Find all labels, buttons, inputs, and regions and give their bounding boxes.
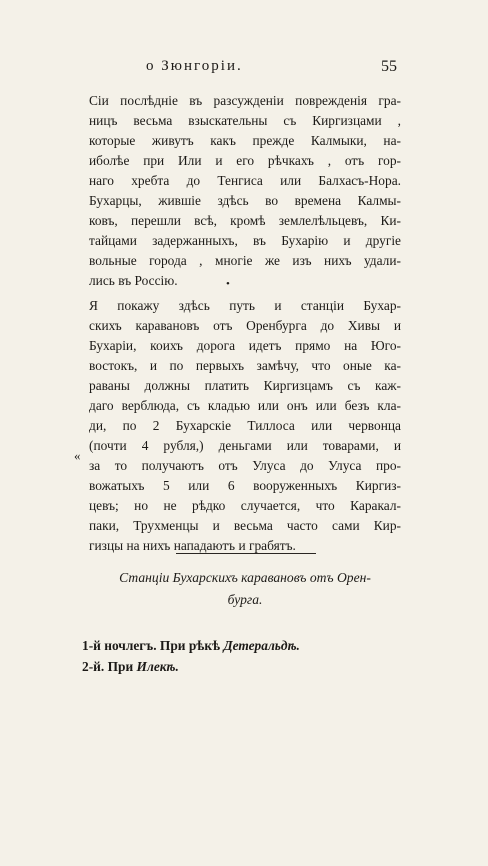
text-line: паки, Трухменцы и весьма часто сами Кир- (89, 518, 401, 533)
text-line: даго верблюда, съ кладью или онъ или безъ кла- (89, 398, 401, 413)
text-line: которые живутъ какъ прежде Калмыки, на- (89, 133, 401, 148)
station-preposition: При (159, 638, 186, 653)
page-number: 55 (381, 58, 397, 75)
station-number: 1-й (82, 638, 101, 653)
station-place-name: Илекѣ. (136, 659, 179, 674)
text-line: (почти 4 рубля,) деньгами или товарами, и (89, 438, 401, 453)
text-line: скихъ каравановъ отъ Оренбурга до Хивы и (89, 318, 401, 333)
text-line: вольные города , многіе же изъ нихъ удали- (89, 253, 401, 268)
station-entry (82, 636, 402, 656)
text-line: ди, по 2 Бухарскіе Тиллоса или червонца (89, 418, 401, 433)
text-line: гизцы на нихъ нападаютъ и грабятъ. (89, 538, 296, 553)
section-heading-line: бурга. (227, 592, 263, 607)
station-number: 2-й. (82, 659, 105, 674)
text-line: лись въ Россію. (89, 273, 178, 288)
text-line: за то получаютъ отъ Улуса до Улуса про- (89, 458, 401, 473)
text-line: Бухаріи, коихъ дорога идетъ прямо на Юго- (89, 338, 401, 353)
text-line: раваны должны платить Киргизцамъ съ каж- (89, 378, 401, 393)
running-head (0, 58, 488, 80)
text-line: ковъ, перешли всѣ, кромѣ землелѣльцевъ, Ки- (89, 213, 401, 228)
section-divider (176, 553, 316, 554)
station-river: рѣкѣ (188, 638, 221, 653)
text-line: цевъ; но не рѣдко случается, что Каракал- (89, 498, 401, 513)
station-label: ночлегъ. (104, 638, 157, 653)
station-preposition: При (107, 659, 134, 674)
station-entry (82, 657, 402, 677)
running-title: о Зюнгоріи. (146, 58, 243, 74)
stray-dot-mark: • (226, 278, 230, 290)
text-line: Бухарцы, жившіе здѣсь во времена Калмы- (89, 193, 401, 208)
text-line: тайцами задержанныхъ, въ Бухарію и другіе (89, 233, 401, 248)
text-line: востокъ, и по первыхъ замѣчу, что оные ка- (89, 358, 401, 373)
section-heading-line: Станціи Бухарскихъ каравановъ отъ Орен- (119, 570, 371, 585)
text-line: иболѣе при Или и его рѣчкахъ , отъ гор- (89, 153, 401, 168)
text-line: вожатыхъ 5 или 6 вооруженныхъ Киргиз- (89, 478, 401, 493)
margin-mark: « (74, 448, 81, 463)
text-line: Сіи послѣдніе въ разсужденіи поврежденія гра- (89, 93, 401, 108)
text-line: Я покажу здѣсь путь и станціи Бухар- (89, 298, 401, 313)
text-line: наго хребта до Тенгиса или Балхасъ-Нора. (89, 173, 401, 188)
text-line: ницъ весьма взыскательны съ Киргизцами , (89, 113, 401, 128)
station-place-name: Детеральдѣ. (223, 638, 300, 653)
